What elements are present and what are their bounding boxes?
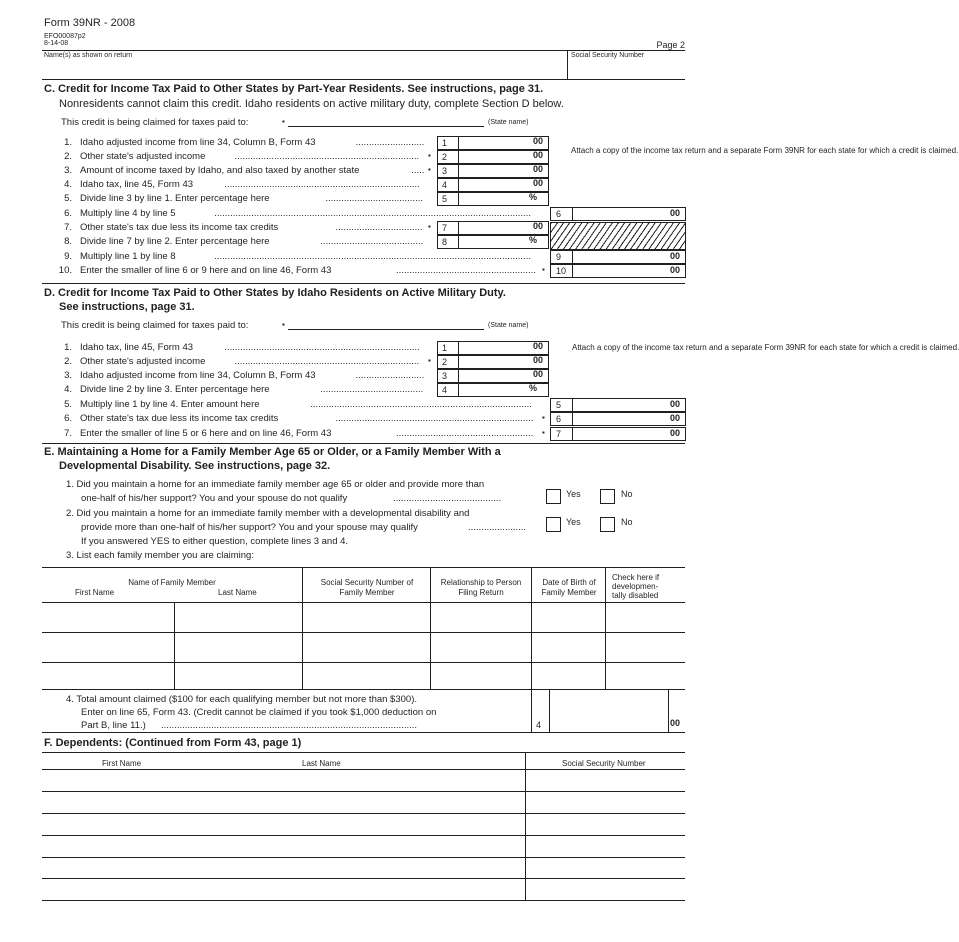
col-ssn-header: Social Security Number of Family Member — [320, 578, 414, 597]
table-row — [42, 813, 685, 814]
leader-dots: ....................................... — [320, 236, 424, 247]
line-number: 6. — [64, 208, 72, 219]
table-border — [42, 752, 685, 753]
leader-dots: .......................... — [355, 137, 425, 148]
line-number: 1. — [64, 137, 72, 148]
leader-dots: ...................................................................... — [234, 151, 420, 162]
leader-dots: ........................................................................... — [335, 413, 534, 424]
line-text: Idaho adjusted income from line 34, Column B, Form 43 — [80, 137, 316, 148]
suffix: 00 — [533, 221, 544, 231]
leader-dots: ....................................... — [320, 384, 424, 395]
line-6-input[interactable] — [574, 413, 666, 425]
line-1-input[interactable] — [460, 137, 530, 149]
box-number: 2 — [442, 357, 448, 367]
table-border — [42, 769, 685, 770]
box-number: 4 — [442, 385, 448, 395]
box-number: 2 — [442, 152, 448, 162]
question-1a: 1. Did you maintain a home for an immediate family member age 65 or older and provide more than — [66, 479, 485, 490]
line-number: 5. — [64, 193, 72, 204]
leader-dots: .................................................................................... — [310, 399, 532, 410]
line-2-input[interactable] — [460, 356, 530, 368]
box-number: 6 — [556, 414, 562, 424]
box-number: 8 — [442, 237, 448, 247]
suffix: 00 — [533, 136, 544, 146]
state-name-label: (State name) — [488, 119, 529, 126]
divider — [458, 178, 459, 192]
leader-dots: ........................................................................................................................ — [214, 251, 531, 262]
line-text: Other state's adjusted income — [80, 151, 206, 162]
bullet: ▪ — [282, 320, 285, 329]
table-border — [42, 567, 685, 568]
divider — [458, 235, 459, 249]
line-text: Divide line 7 by line 2. Enter percentage here — [80, 236, 270, 247]
table-border — [430, 567, 431, 689]
leader-dots: ......................................... — [393, 493, 502, 504]
divider — [458, 192, 459, 206]
suffix: % — [529, 192, 538, 202]
question-1b: one-half of his/her support? You and your spouse do not qualify — [81, 493, 348, 504]
q2-no-checkbox[interactable] — [600, 517, 615, 532]
suffix: 00 — [670, 428, 681, 438]
bullet: ▪ — [542, 413, 545, 422]
col-name-header: Name of Family Member — [128, 578, 216, 587]
cents-suffix: 00 — [670, 718, 681, 728]
state-name-input-c[interactable] — [288, 114, 484, 126]
divider — [567, 50, 568, 79]
section-e-title: E. Maintaining a Home for a Family Member Age 65 or Older, or a Family Member With a — [44, 446, 501, 458]
box-number: 10 — [556, 266, 567, 276]
suffix: 00 — [533, 341, 544, 351]
line-number: 1. — [64, 342, 72, 353]
suffix: 00 — [533, 150, 544, 160]
leader-dots: .......................................................................... — [224, 179, 420, 190]
table-border — [605, 567, 606, 689]
line-3-input[interactable] — [460, 370, 530, 382]
state-name-label: (State name) — [488, 322, 529, 329]
line-text: Enter the smaller of line 5 or 6 here and on line 46, Form 43 — [80, 428, 332, 439]
table-row — [42, 857, 685, 858]
line-text: Multiply line 1 by line 8 — [80, 251, 176, 262]
question-2c: If you answered YES to either question, complete lines 3 and 4. — [81, 536, 349, 547]
suffix: 00 — [533, 164, 544, 174]
names-label: Name(s) as shown on return — [44, 52, 133, 59]
leader-dots: .......................... — [355, 370, 425, 381]
ssn-label: Social Security Number — [571, 52, 645, 59]
line-number: 2. — [64, 151, 72, 162]
line-4-box-number: 4 — [536, 720, 542, 730]
section-c-subtitle: Nonresidents cannot claim this credit. Idaho residents on active military duty, complete Section D below. — [59, 98, 564, 110]
bullet: ▪ — [282, 117, 285, 126]
divider — [458, 369, 459, 383]
table-row — [42, 900, 685, 901]
col-first-header: First Name — [75, 588, 115, 597]
suffix: 00 — [670, 208, 681, 218]
question-2b: provide more than one-half of his/her support? You and your spouse may qualify — [81, 522, 418, 533]
leader-dots: ..................................... — [325, 193, 424, 204]
line-1-input[interactable] — [460, 342, 530, 354]
divider — [572, 264, 573, 278]
attach-note-d: Attach a copy of the income tax return and a separate Form 39NR for each state for which a credit is claimed. — [572, 343, 959, 352]
suffix: 00 — [670, 399, 681, 409]
line-text: Divide line 3 by line 1. Enter percentage here — [80, 193, 270, 204]
bullet: ▪ — [542, 265, 545, 274]
bullet: ▪ — [428, 356, 431, 365]
line-5-input[interactable] — [574, 399, 666, 411]
form-title: Form 39NR - 2008 — [44, 17, 136, 29]
divider — [572, 250, 573, 264]
dep-first-header: First Name — [102, 759, 142, 768]
bullet: ▪ — [428, 165, 431, 174]
box-number: 3 — [442, 166, 448, 176]
line-text: Other state's tax due less its income tax credits — [80, 413, 279, 424]
line-8-input[interactable] — [460, 236, 530, 248]
yes-label: Yes — [566, 517, 581, 527]
suffix: 00 — [670, 265, 681, 275]
table-row — [42, 835, 685, 836]
suffix: % — [529, 235, 538, 245]
no-label: No — [621, 489, 633, 499]
line-number: 5. — [64, 399, 72, 410]
suffix: 00 — [670, 251, 681, 261]
page-number: Page 2 — [656, 40, 685, 50]
leader-dots: .................................................... — [396, 428, 534, 439]
table-row — [42, 662, 685, 663]
table-border — [302, 567, 303, 689]
line-text: Amount of income taxed by Idaho, and also taxed by another state — [80, 165, 360, 176]
divider — [42, 283, 685, 284]
line-text: Enter the smaller of line 6 or 9 here and on line 46, Form 43 — [80, 265, 332, 276]
suffix: 00 — [533, 178, 544, 188]
divider — [458, 150, 459, 164]
divider — [42, 443, 685, 444]
yes-label: Yes — [566, 489, 581, 499]
table-row — [42, 632, 685, 633]
divider — [458, 383, 459, 397]
bullet: ▪ — [542, 428, 545, 437]
suffix: 00 — [670, 413, 681, 423]
divider — [458, 355, 459, 369]
line-text: Multiply line 1 by line 4. Enter amount here — [80, 399, 260, 410]
dep-last-header: Last Name — [302, 759, 341, 768]
form-code: EFO00087p2 — [44, 33, 86, 40]
line-2-input[interactable] — [460, 151, 530, 163]
line-7-input[interactable] — [574, 428, 666, 440]
line-number: 3. — [64, 370, 72, 381]
section-d-title: D. Credit for Income Tax Paid to Other States by Idaho Residents on Active Military Duty. — [44, 287, 506, 299]
line-4a: 4. Total amount claimed ($100 for each qualifying member but not more than $300). — [66, 694, 417, 705]
attach-note-c: Attach a copy of the income tax return and a separate Form 39NR for each state for which a credit is claimed. — [571, 146, 959, 155]
divider — [458, 221, 459, 235]
suffix: 00 — [533, 369, 544, 379]
divider — [572, 412, 573, 426]
form-date: 8-14-08 — [44, 40, 69, 47]
q1-yes-checkbox[interactable] — [546, 489, 561, 504]
divider — [458, 341, 459, 355]
bullet: ▪ — [428, 222, 431, 231]
line-text: Other state's tax due less its income tax credits — [80, 222, 279, 233]
leader-dots: ...................... — [468, 522, 527, 533]
question-2a: 2. Did you maintain a home for an immediate family member with a developmental disability and — [66, 508, 470, 519]
line-4b: Enter on line 65, Form 43. (Credit cannot be claimed if you took $1,000 deduction on — [81, 707, 437, 718]
line-text: Idaho adjusted income from line 34, Column B, Form 43 — [80, 370, 316, 381]
line-number: 6. — [64, 413, 72, 424]
table-border — [668, 689, 669, 732]
line-number: 7. — [64, 222, 72, 233]
section-d-title2: See instructions, page 31. — [59, 301, 195, 313]
section-f-title: F. Dependents: (Continued from Form 43, page 1) — [44, 737, 302, 749]
line-4-input[interactable] — [460, 179, 530, 191]
line-7-input[interactable] — [460, 222, 530, 234]
q2-yes-checkbox[interactable] — [546, 517, 561, 532]
line-text: Idaho tax, line 45, Form 43 — [80, 342, 194, 353]
line-number: 9. — [64, 251, 72, 262]
table-border — [531, 567, 532, 689]
line-number: 8. — [64, 236, 72, 247]
col-relationship-header: Relationship to Person Filing Return — [440, 578, 522, 597]
line-3-input[interactable] — [460, 165, 530, 177]
col-dob-header: Date of Birth of Family Member — [541, 578, 597, 597]
q1-no-checkbox[interactable] — [600, 489, 615, 504]
bullet: ▪ — [428, 151, 431, 160]
line-6-input[interactable] — [574, 208, 666, 220]
divider — [572, 427, 573, 441]
dep-ssn-header: Social Security Number — [562, 759, 646, 768]
state-name-line — [288, 329, 484, 330]
leader-dots: ................................. — [335, 222, 423, 233]
table-row — [42, 791, 685, 792]
claimed-for-label: This credit is being claimed for taxes paid to: — [61, 117, 249, 128]
line-4-input[interactable] — [460, 384, 530, 396]
box-number: 1 — [442, 343, 448, 353]
box-number: 6 — [556, 209, 562, 219]
box-number: 5 — [442, 194, 448, 204]
divider — [572, 398, 573, 412]
divider — [42, 79, 685, 80]
box-number: 1 — [442, 138, 448, 148]
box-number: 3 — [442, 371, 448, 381]
leader-dots: ................................................................................................. — [161, 720, 418, 731]
suffix: 00 — [533, 355, 544, 365]
line-number: 10. — [58, 265, 72, 276]
box-number: 4 — [442, 180, 448, 190]
box-number: 7 — [556, 429, 562, 439]
leader-dots: ........................................................................................................................ — [214, 208, 531, 219]
line-number: 2. — [64, 356, 72, 367]
line-number: 7. — [64, 428, 72, 439]
table-row — [42, 689, 685, 690]
table-border — [531, 689, 532, 732]
claimed-for-label: This credit is being claimed for taxes paid to: — [61, 320, 249, 331]
line-5-input[interactable] — [460, 193, 530, 205]
suffix: % — [529, 383, 538, 393]
leader-dots: ..................................................... — [396, 265, 536, 276]
line-10-input[interactable] — [574, 265, 666, 277]
names-input[interactable] — [44, 60, 564, 78]
question-3: 3. List each family member you are claiming: — [66, 550, 254, 561]
divider — [458, 164, 459, 178]
table-border — [42, 602, 685, 603]
leader-dots: ..... — [411, 165, 425, 176]
ssn-input[interactable] — [570, 60, 684, 78]
state-name-input-d[interactable] — [288, 317, 484, 329]
line-9-input[interactable] — [574, 251, 666, 263]
box-number: 5 — [556, 400, 562, 410]
line-text: Divide line 2 by line 3. Enter percentage here — [80, 384, 270, 395]
divider — [42, 732, 685, 733]
section-c-title: C. Credit for Income Tax Paid to Other States by Part-Year Residents. See instructions, page 31. — [44, 83, 544, 95]
section-e-title2: Developmental Disability. See instructions, page 32. — [59, 460, 331, 472]
col-last-header: Last Name — [218, 588, 257, 597]
divider — [458, 136, 459, 150]
line-text: Idaho tax, line 45, Form 43 — [80, 179, 194, 190]
line-number: 4. — [64, 179, 72, 190]
leader-dots: .......................................................................... — [224, 342, 420, 353]
hatched-area — [550, 222, 686, 250]
divider — [42, 50, 685, 51]
state-name-line — [288, 126, 484, 127]
table-row — [42, 878, 685, 879]
line-4-amount-input[interactable] — [550, 692, 668, 730]
col-check-header: Check here if developmen- tally disabled — [612, 573, 660, 600]
line-text: Other state's adjusted income — [80, 356, 206, 367]
box-number: 7 — [442, 223, 448, 233]
table-border — [174, 602, 175, 689]
line-4c: Part B, line 11.) — [81, 720, 146, 731]
leader-dots: ...................................................................... — [234, 356, 420, 367]
line-text: Multiply line 4 by line 5 — [80, 208, 176, 219]
box-number: 9 — [556, 252, 562, 262]
line-number: 3. — [64, 165, 72, 176]
no-label: No — [621, 517, 633, 527]
divider — [572, 207, 573, 221]
line-number: 4. — [64, 384, 72, 395]
